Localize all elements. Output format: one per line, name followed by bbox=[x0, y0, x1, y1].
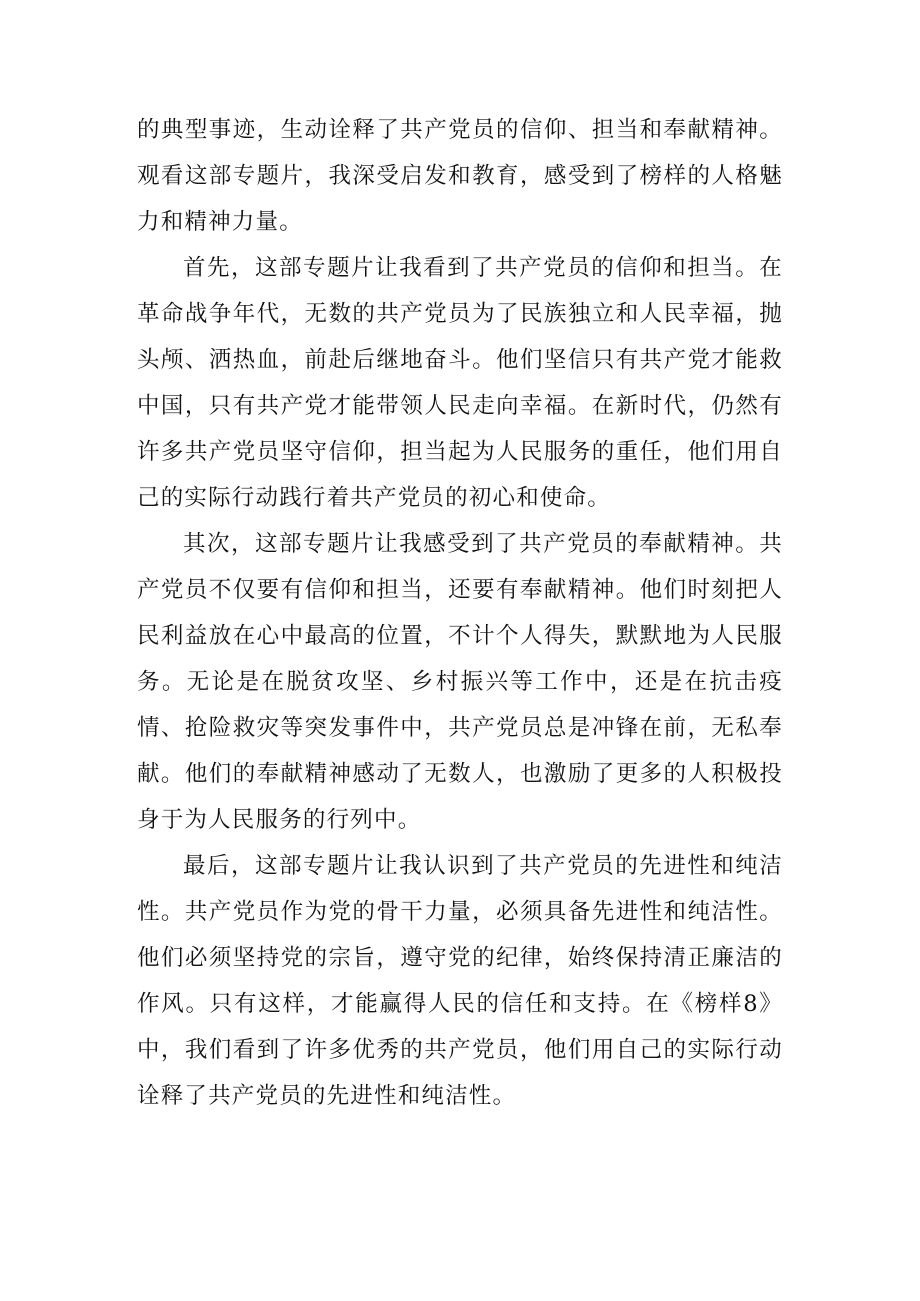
paragraph-advancement-and-purity: 最后，这部专题片让我认识到了共产党员的先进性和纯洁性。共产党员作为党的骨干力量，必须具备先进性和纯洁性。他们必须坚持党的宗旨，遵守党的纪律，始终保持清正廉洁的作风。只有这样，才能赢得人民的信任和支持。在《榜样8》中，我们看到了许多优秀的共产党员，他们用自己的实际行动诠释了共产党员的先进性和纯洁性。 bbox=[137, 853, 783, 1109]
paragraph-faith-and-responsibility: 首先，这部专题片让我看到了共产党员的信仰和担当。在革命战争年代，无数的共产党员为了民族独立和人民幸福，抛头颅、洒热血，前赴后继地奋斗。他们坚信只有共产党才能救中国，只有共产党才能带领人民走向幸福。在新时代，仍然有许多共产党员坚守信仰，担当起为人民服务的重任，他们用自己的实际行动践行着共产党员的初心和使命。 bbox=[137, 255, 783, 511]
document-page bbox=[137, 107, 783, 1119]
paragraph-intro-continuation: 的典型事迹，生动诠释了共产党员的信仰、担当和奉献精神。观看这部专题片，我深受启发和教育，感受到了榜样的人格魅力和精神力量。 bbox=[137, 117, 783, 235]
paragraph-dedication-spirit: 其次，这部专题片让我感受到了共产党员的奉献精神。共产党员不仅要有信仰和担当，还要有奉献精神。他们时刻把人民利益放在心中最高的位置，不计个人得失，默默地为人民服务。无论是在脱贫攻坚、乡村振兴等工作中，还是在抗击疫情、抢险救灾等突发事件中，共产党员总是冲锋在前，无私奉献。他们的奉献精神感动了无数人，也激励了更多的人积极投身于为人民服务的行列中。 bbox=[137, 531, 783, 833]
